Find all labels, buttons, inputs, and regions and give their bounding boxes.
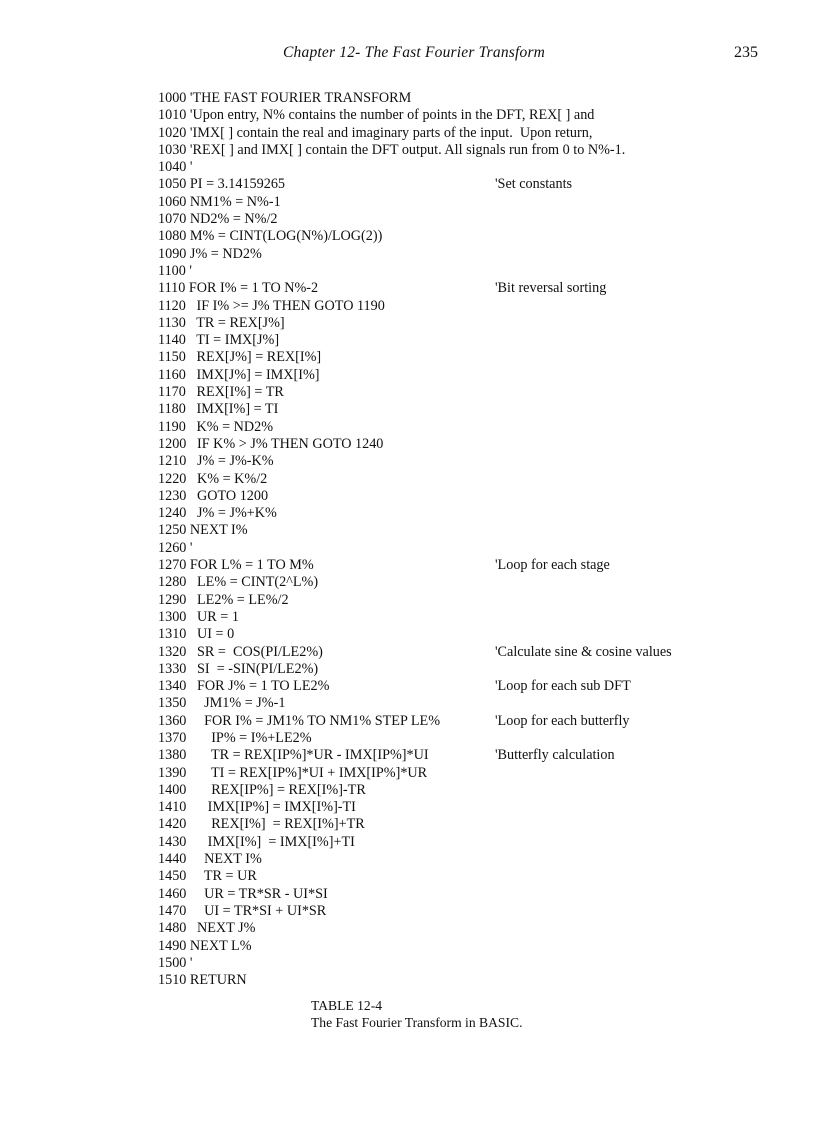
chapter-title: Chapter 12- The Fast Fourier Transform [283,44,546,61]
code-text: 1200 IF K% > J% THEN GOTO 1240 [158,435,384,452]
code-text: 1450 TR = UR [158,868,257,885]
code-text: 1060 NM1% = N%-1 [158,193,281,210]
code-text: 1010 'Upon entry, N% contains the number of points in the DFT, REX[ ] and [158,107,595,124]
code-line [158,644,718,661]
code-text: 1090 J% = ND2% [158,245,262,262]
code-comment: 'Calculate sine & cosine values [495,643,672,660]
code-text: 1490 NEXT L% [158,937,252,954]
code-line [158,211,718,228]
code-text: 1460 UR = TR*SR - UI*SI [158,885,328,902]
code-text: 1130 TR = REX[J%] [158,314,285,331]
code-comment: 'Loop for each stage [495,557,610,574]
code-text: 1440 NEXT I% [158,851,262,868]
code-line [158,142,718,159]
code-comment: 'Loop for each butterfly [495,712,630,729]
code-line [158,367,718,384]
table-title: The Fast Fourier Transform in BASIC. [311,1014,523,1030]
code-line [158,159,718,176]
code-line [158,436,718,453]
code-line [158,834,718,851]
code-line [158,661,718,678]
code-line [158,886,718,903]
code-line [158,765,718,782]
code-line [158,574,718,591]
code-line [158,488,718,505]
code-line [158,125,718,142]
code-text: 1210 J% = J%-K% [158,453,274,470]
code-line [158,782,718,799]
code-text: 1350 JM1% = J%-1 [158,695,286,712]
code-line [158,90,718,107]
code-line [158,246,718,263]
code-text: 1190 K% = ND2% [158,418,274,435]
code-line [158,280,718,297]
code-text: 1480 NEXT J% [158,920,256,937]
code-line [158,938,718,955]
code-line [158,315,718,332]
code-listing [158,90,718,989]
running-header [0,44,816,64]
code-text: 1070 ND2% = N%/2 [158,211,278,228]
code-text: 1400 REX[IP%] = REX[I%]-TR [158,781,366,798]
code-line [158,419,718,436]
code-text: 1120 IF I% >= J% THEN GOTO 1190 [158,297,385,314]
code-text: 1320 SR = COS(PI/LE2%) [158,643,323,660]
code-text: 1500 ' [158,954,193,971]
code-line [158,868,718,885]
code-text: 1150 REX[J%] = REX[I%] [158,349,322,366]
code-text: 1050 PI = 3.14159265 [158,176,286,193]
code-line [158,920,718,937]
table-caption [311,998,522,1031]
code-comment: 'Bit reversal sorting [495,280,607,297]
code-line [158,505,718,522]
table-label: TABLE 12-4 [311,998,383,1013]
code-text: 1140 TI = IMX[J%] [158,332,280,349]
code-line [158,176,718,193]
code-line [158,816,718,833]
code-text: 1030 'REX[ ] and IMX[ ] contain the DFT output. All signals run from 0 to N%-1. [158,141,626,158]
code-line [158,972,718,989]
code-text: 1170 REX[I%] = TR [158,384,284,401]
code-line [158,730,718,747]
code-text: 1430 IMX[I%] = IMX[I%]+TI [158,833,355,850]
code-text: 1180 IMX[I%] = TI [158,401,279,418]
code-line [158,609,718,626]
code-text: 1510 RETURN [158,972,247,989]
code-text: 1220 K% = K%/2 [158,470,268,487]
code-line [158,851,718,868]
code-line [158,955,718,972]
code-text: 1160 IMX[J%] = IMX[I%] [158,366,320,383]
code-text: 1020 'IMX[ ] contain the real and imaginary parts of the input. Upon return, [158,124,593,141]
code-line [158,263,718,280]
code-text: 1390 TI = REX[IP%]*UI + IMX[IP%]*UR [158,764,428,781]
code-line [158,799,718,816]
code-line [158,903,718,920]
code-text: 1250 NEXT I% [158,522,248,539]
code-line [158,453,718,470]
code-text: 1080 M% = CINT(LOG(N%)/LOG(2)) [158,228,383,245]
code-text: 1360 FOR I% = JM1% TO NM1% STEP LE% [158,712,441,729]
code-text: 1370 IP% = I%+LE2% [158,729,312,746]
code-line [158,471,718,488]
code-comment: 'Butterfly calculation [495,747,615,764]
code-text: 1000 'THE FAST FOURIER TRANSFORM [158,90,412,106]
code-text: 1410 IMX[IP%] = IMX[I%]-TI [158,799,356,816]
code-text: 1040 ' [158,159,193,176]
code-line [158,522,718,539]
code-line [158,332,718,349]
code-line [158,384,718,401]
code-line [158,349,718,366]
code-text: 1270 FOR L% = 1 TO M% [158,557,314,574]
code-line [158,228,718,245]
code-comment: 'Loop for each sub DFT [495,678,631,695]
code-comment: 'Set constants [495,176,573,193]
code-text: 1100 ' [158,262,192,279]
code-text: 1230 GOTO 1200 [158,487,269,504]
code-text: 1110 FOR I% = 1 TO N%-2 [158,280,319,297]
code-line [158,298,718,315]
code-text: 1310 UI = 0 [158,626,235,643]
code-line [158,107,718,124]
code-text: 1420 REX[I%] = REX[I%]+TR [158,816,365,833]
code-line [158,194,718,211]
code-text: 1280 LE% = CINT(2^L%) [158,574,319,591]
code-text: 1290 LE2% = LE%/2 [158,591,289,608]
code-text: 1340 FOR J% = 1 TO LE2% [158,678,330,695]
code-line [158,540,718,557]
page-number: 235 [734,44,758,61]
code-line [158,626,718,643]
code-text: 1260 ' [158,539,193,556]
code-line [158,713,718,730]
code-line [158,678,718,695]
code-text: 1300 UR = 1 [158,608,239,625]
code-line [158,747,718,764]
code-text: 1240 J% = J%+K% [158,505,277,522]
code-text: 1330 SI = -SIN(PI/LE2%) [158,660,319,677]
code-line [158,557,718,574]
code-line [158,401,718,418]
code-line [158,695,718,712]
code-line [158,592,718,609]
code-text: 1470 UI = TR*SI + UI*SR [158,902,327,919]
code-text: 1380 TR = REX[IP%]*UR - IMX[IP%]*UI [158,747,429,764]
